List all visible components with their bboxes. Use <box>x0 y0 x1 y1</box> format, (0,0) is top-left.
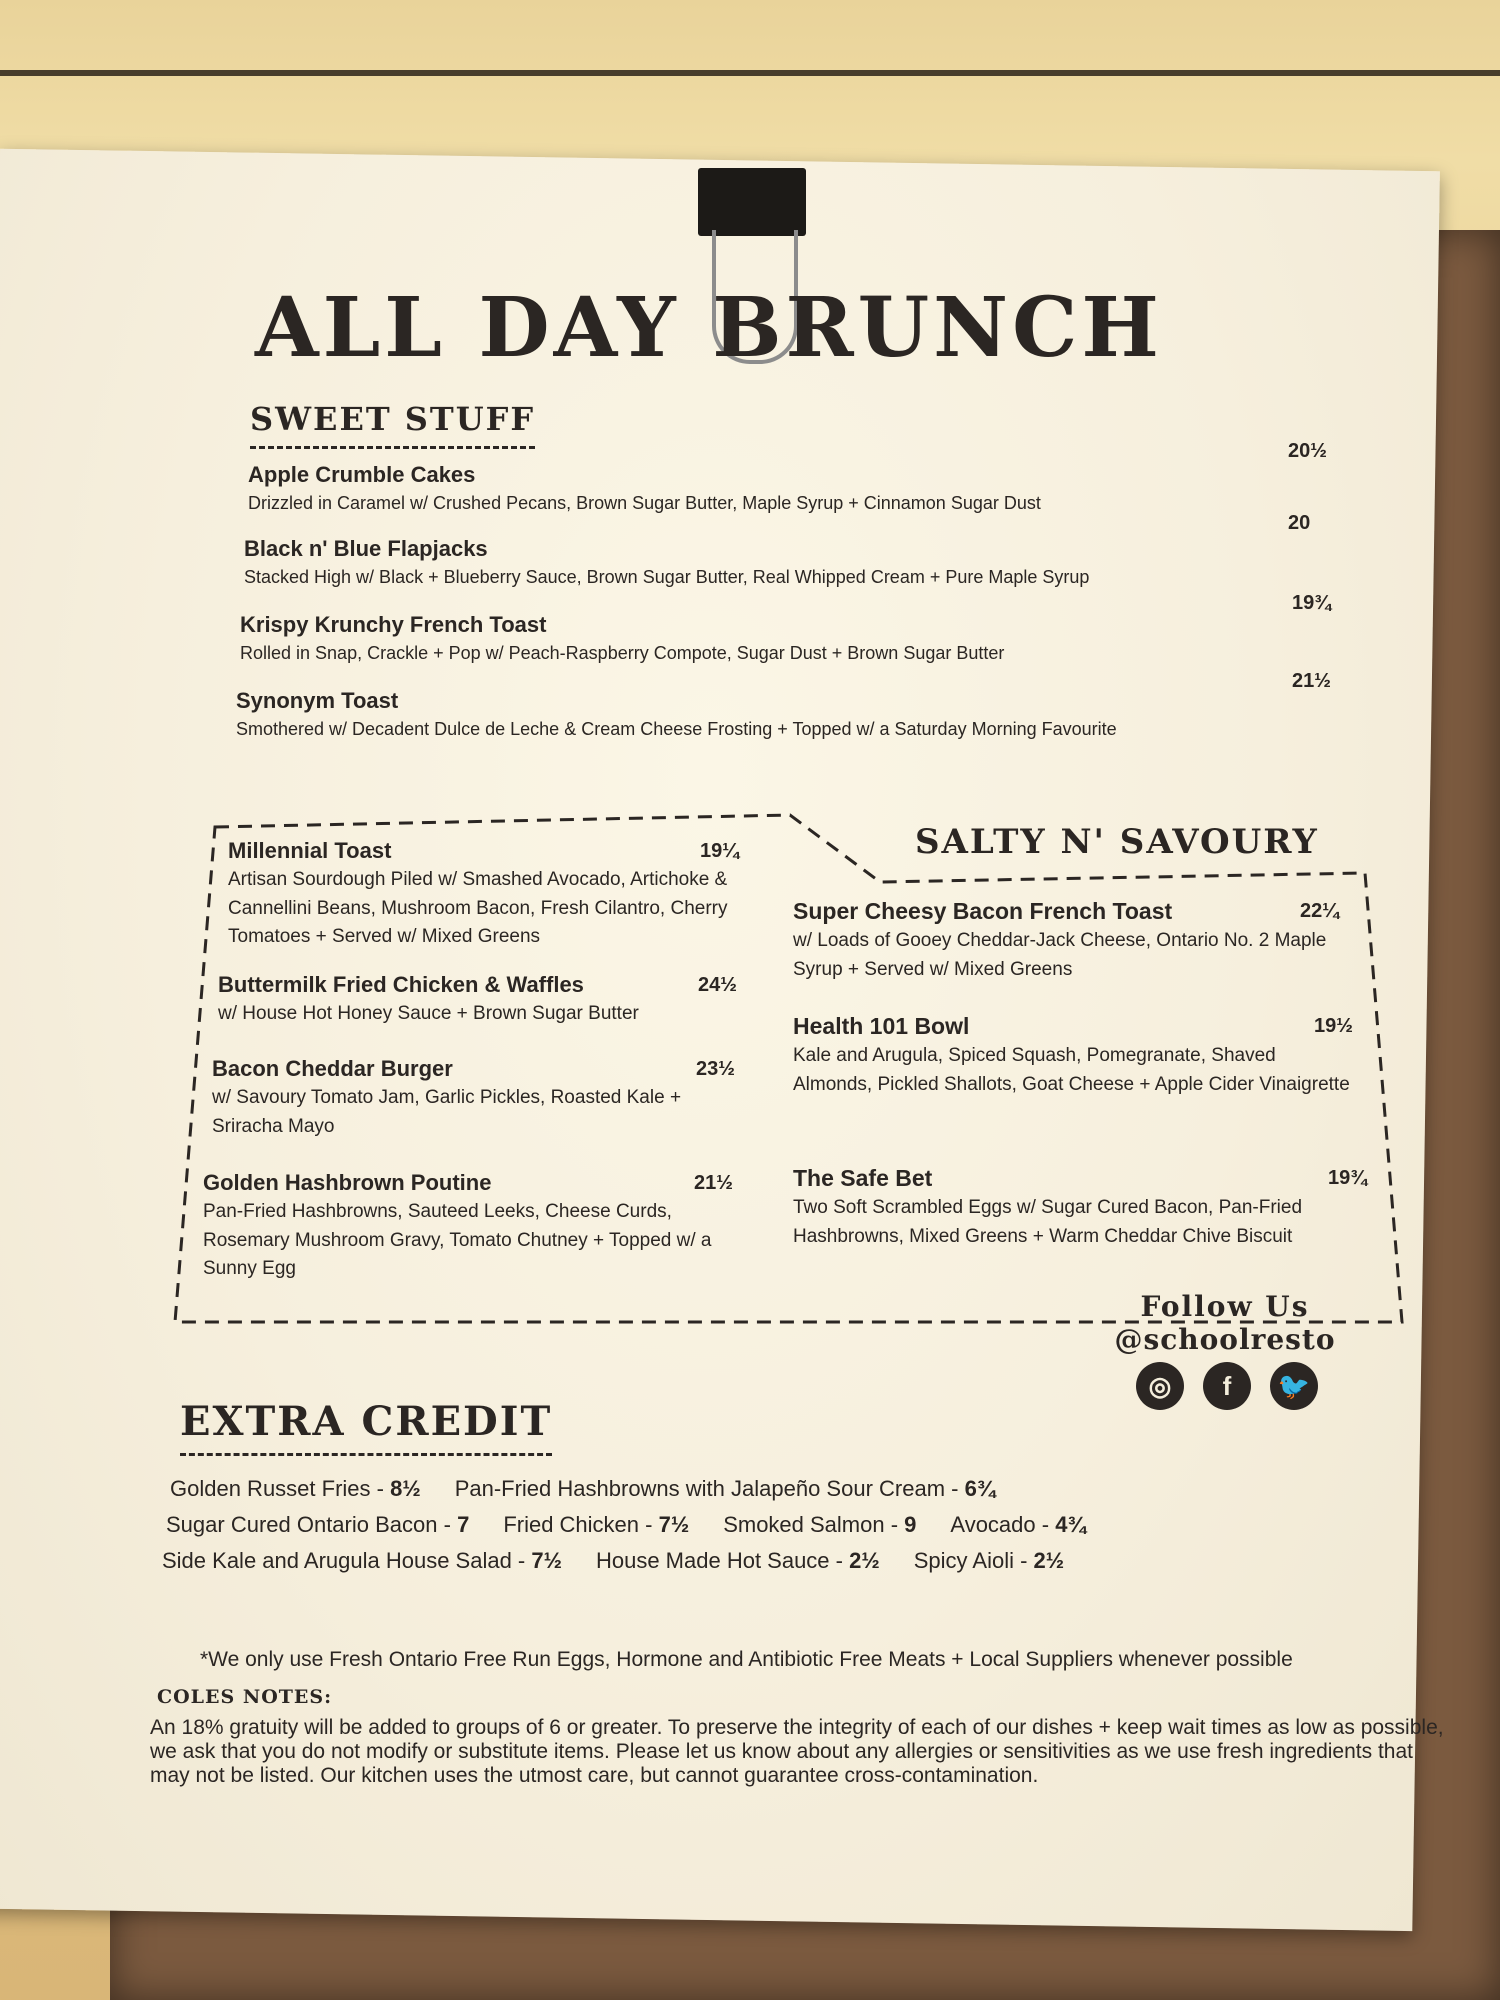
menu-item-description: Pan-Fried Hashbrowns, Sauteed Leeks, Cheese Curds, Rosemary Mushroom Gravy, Tomato Chutney + Topped w/ a Sunny Egg <box>203 1201 712 1279</box>
extra-item-price: 8½ <box>390 1476 421 1501</box>
coles-notes-body: An 18% gratuity will be added to groups of 6 or greater. To preserve the integrity of each of our dishes + keep wait times as low as possible, we ask that you do not modify or substitute items. Please let us know about any allergies or sensitivities as we use fresh ingredients that may not be listed. Our kitchen uses the utmost care, but cannot guarantee cross-contamination. <box>150 1716 1444 1788</box>
extra-item-name: Pan-Fried Hashbrowns with Jalapeño Sour Cream <box>454 1476 946 1501</box>
menu-item-price: 24½ <box>698 974 737 996</box>
menu-item-price: 23½ <box>696 1058 735 1080</box>
social-handle: @schoolresto <box>1114 1323 1336 1356</box>
extra-item-price: 7½ <box>531 1548 562 1573</box>
menu-item-description: Smothered w/ Decadent Dulce de Leche & Cream Cheese Frosting + Topped w/ a Saturday Morning Favourite <box>236 719 1117 739</box>
extra-item-name: Golden Russet Fries <box>170 1476 371 1501</box>
menu-item-name: Buttermilk Fried Chicken & Waffles <box>218 972 584 997</box>
section-heading-sweet: SWEET STUFF <box>250 400 535 449</box>
menu-item-description: Kale and Arugula, Spiced Squash, Pomegranate, Shaved Almonds, Pickled Shallots, Goat Cheese + Apple Cider Vinaigrette <box>793 1045 1350 1095</box>
menu-item-price: 20 <box>1288 512 1311 534</box>
section-heading-extras: EXTRA CREDIT <box>180 1398 552 1456</box>
menu-item-description: w/ House Hot Honey Sauce + Brown Sugar Butter <box>218 1003 639 1024</box>
extra-item-price: 7 <box>457 1512 470 1537</box>
section-heading-savoury: SALTY N' SAVOURY <box>915 822 1319 862</box>
extra-item-separator: - <box>639 1512 659 1537</box>
menu-item-name: Super Cheesy Bacon French Toast <box>793 898 1173 924</box>
menu-item-price: 19¾ <box>1292 592 1331 614</box>
extra-item <box>455 1476 996 1502</box>
menu-item-name: Black n' Blue Flapjacks <box>244 536 488 561</box>
extra-item-separator: - <box>945 1476 965 1501</box>
menu-item-price: 21½ <box>1292 670 1331 692</box>
extra-item-price: 7½ <box>658 1512 690 1537</box>
menu-item <box>218 972 758 1029</box>
extra-item-separator: - <box>370 1476 391 1501</box>
extra-item <box>503 1512 689 1538</box>
menu-item <box>793 898 1353 984</box>
menu-item-name: Bacon Cheddar Burger <box>212 1056 453 1081</box>
extra-item-price: 2½ <box>1033 1548 1065 1573</box>
menu-item-description: Stacked High w/ Black + Blueberry Sauce, Brown Sugar Butter, Real Whipped Cream + Pure Maple Syrup <box>244 567 1090 587</box>
menu-item <box>203 1170 743 1284</box>
menu-item-description: w/ Loads of Gooey Cheddar-Jack Cheese, Ontario No. 2 Maple Syrup + Served w/ Mixed Greens <box>793 930 1327 980</box>
extra-item <box>723 1512 916 1538</box>
extra-item-name: Side Kale and Arugula House Salad <box>162 1548 512 1573</box>
menu-item-price: 22¼ <box>1300 900 1339 922</box>
menu-item-name: Synonym Toast <box>236 688 399 713</box>
extra-item <box>170 1476 421 1502</box>
extra-item <box>596 1548 880 1574</box>
follow-us-block <box>1110 1290 1340 1356</box>
menu-item <box>228 838 768 952</box>
extra-item <box>162 1548 562 1574</box>
extra-item-separator: - <box>1013 1548 1034 1573</box>
extra-item-name: Fried Chicken <box>503 1512 640 1537</box>
extras-list <box>162 1476 1420 1584</box>
menu-title: ALL DAY BRUNCH <box>255 280 1163 376</box>
menu-item-name: Health 101 Bowl <box>793 1013 970 1039</box>
menu-item-description: w/ Savoury Tomato Jam, Garlic Pickles, Roasted Kale + Sriracha Mayo <box>212 1087 682 1137</box>
twitter-icon[interactable]: 🐦 <box>1270 1362 1318 1410</box>
extra-item-separator: - <box>884 1512 905 1537</box>
menu-item-name: Golden Hashbrown Poutine <box>203 1170 492 1195</box>
extra-item-name: Smoked Salmon <box>723 1512 885 1537</box>
menu-item-description: Artisan Sourdough Piled w/ Smashed Avocado, Artichoke & Cannellini Beans, Mushroom Bacon, Fresh Cilantro, Cherry Tomatoes + Served w/ Mixed Greens <box>228 869 728 947</box>
extra-item <box>166 1512 469 1538</box>
menu-item <box>793 1013 1353 1099</box>
extra-item-separator: - <box>437 1512 458 1537</box>
extra-item-name: Avocado <box>950 1512 1036 1537</box>
follow-us-label: Follow Us <box>1140 1290 1310 1323</box>
extra-item <box>950 1512 1085 1538</box>
facebook-icon[interactable]: f <box>1203 1362 1251 1410</box>
menu-item-description: Drizzled in Caramel w/ Crushed Pecans, Brown Sugar Butter, Maple Syrup + Cinnamon Sugar Dust <box>248 493 1041 513</box>
extra-item-name: Spicy Aioli <box>913 1548 1014 1573</box>
sourcing-footnote: *We only use Fresh Ontario Free Run Eggs, Hormone and Antibiotic Free Meats + Local Suppliers whenever possible <box>200 1648 1293 1671</box>
extras-row <box>162 1548 1420 1574</box>
extra-item-name: House Made Hot Sauce <box>595 1548 830 1573</box>
extra-item-price: 9 <box>904 1512 917 1537</box>
extras-row <box>166 1512 1420 1538</box>
extra-item-separator: - <box>829 1548 850 1573</box>
extra-item-price: 6¾ <box>964 1476 996 1501</box>
instagram-icon[interactable]: ◎ <box>1136 1362 1184 1410</box>
extra-item-separator: - <box>511 1548 532 1573</box>
menu-item <box>793 1165 1353 1251</box>
extra-item-separator: - <box>1035 1512 1056 1537</box>
menu-item <box>212 1056 752 1141</box>
extra-item-price: 4¾ <box>1055 1512 1086 1537</box>
menu-item-name: The Safe Bet <box>793 1165 933 1191</box>
extras-row <box>170 1476 1420 1502</box>
menu-item-price: 19¾ <box>1328 1167 1367 1189</box>
coles-notes-heading: COLES NOTES: <box>157 1686 333 1708</box>
extra-item-name: Sugar Cured Ontario Bacon <box>166 1512 438 1537</box>
menu-item-description: Rolled in Snap, Crackle + Pop w/ Peach-Raspberry Compote, Sugar Dust + Brown Sugar Butter <box>240 643 1005 663</box>
menu-item-name: Apple Crumble Cakes <box>248 462 476 487</box>
menu-item-name: Krispy Krunchy French Toast <box>240 612 547 637</box>
menu-item-price: 21½ <box>694 1172 733 1194</box>
menu-item-name: Millennial Toast <box>228 838 392 863</box>
extra-item-price: 2½ <box>849 1548 880 1573</box>
menu-item-price: 19½ <box>1314 1015 1353 1037</box>
menu-item-price: 19¼ <box>700 840 739 862</box>
menu-item-price: 20½ <box>1288 440 1327 462</box>
extra-item <box>914 1548 1064 1574</box>
menu-item-description: Two Soft Scrambled Eggs w/ Sugar Cured Bacon, Pan-Fried Hashbrowns, Mixed Greens + Warm Cheddar Chive Biscuit <box>793 1197 1303 1247</box>
